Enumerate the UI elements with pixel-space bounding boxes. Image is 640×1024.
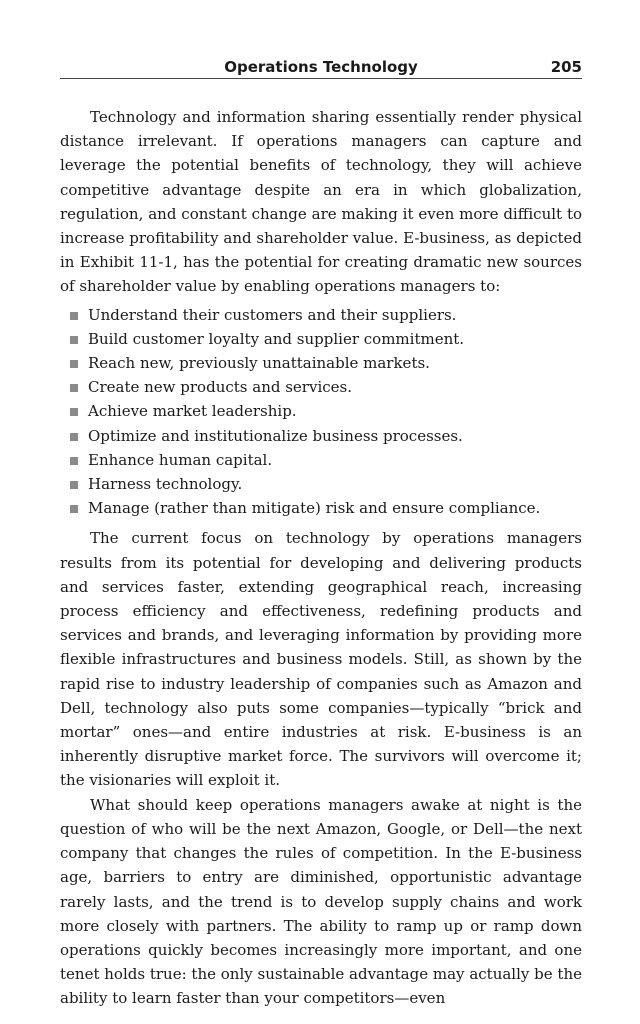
list-item-text: Achieve market leadership. [88,402,297,421]
running-header [60,56,582,79]
list-item-text: Build customer loyalty and supplier commitment. [88,329,465,348]
list-item-text: Manage (rather than mitigate) risk and ensure compliance. [88,499,541,518]
bullet-square-icon [70,433,78,441]
bullet-list [60,303,582,521]
paragraph-current-focus: The current focus on technology by operations managers results from its potential for developing and delivering products and services faster, extending geographical reach, increasing process efficiency and effectiveness, redefining products and services and brands, and leveraging information by providing more flexible infrastructures and business models. Still, as shown by the rapid rise to industry leadership of companies such as Amazon and Dell, technology also puts some companies—typically “brick and mortar” ones—and entire industries at risk. E-business is an inherently disruptive market force. The survivors will overcome it; the visionaries will exploit it. [60,529,582,790]
list-item [60,327,582,351]
bullet-square-icon [70,457,78,465]
page-number: 205 [550,58,582,76]
list-item-text: Reach new, previously unattainable markets. [88,354,430,373]
bullet-square-icon [70,360,78,368]
bullet-square-icon [70,408,78,416]
paragraph-intro: Technology and information sharing essentially render physical distance irrelevant. If operations managers can capture and leverage the potential benefits of technology, they will achieve competitive advantage despite an era in which globalization, regulation, and constant change are making it even more difficult to increase profitability and shareholder value. E-business, as depicted in Exhibit 11-1, has the potential for creating dramatic new sources of shareholder value by enabling operations managers to: [60,108,582,296]
list-item-text: Understand their customers and their suppliers. [88,305,457,324]
list-item-text: Enhance human capital. [88,450,273,469]
bullet-square-icon [70,312,78,320]
list-item-text: Optimize and institutionalize business processes. [88,426,463,445]
list-item [60,448,582,472]
list-item [60,375,582,399]
bullet-square-icon [70,481,78,489]
bullet-square-icon [70,384,78,392]
bullet-square-icon [70,505,78,513]
list-item [60,303,582,327]
list-item [60,472,582,496]
list-item [60,496,582,520]
list-item-text: Create new products and services. [88,378,352,397]
running-header-title: Operations Technology [224,58,418,76]
paragraph-next-amazon: What should keep operations managers awake at night is the question of who will be the next Amazon, Google, or Dell—the next company that changes the rules of competition. In the E-business age, barriers to entry are diminished, opportunistic advantage rarely lasts, and the trend is to develop supply chains and work more closely with partners. The ability to ramp up or ramp down operations quickly becomes increasingly more important, and one tenet holds true: the only sustainable advantage may actually be the ability to learn faster than your competitors—even [60,795,582,1008]
list-item [60,399,582,423]
bullet-square-icon [70,336,78,344]
list-item [60,351,582,375]
list-item [60,424,582,448]
list-item-text: Harness technology. [88,475,243,494]
page-body [60,105,582,1011]
